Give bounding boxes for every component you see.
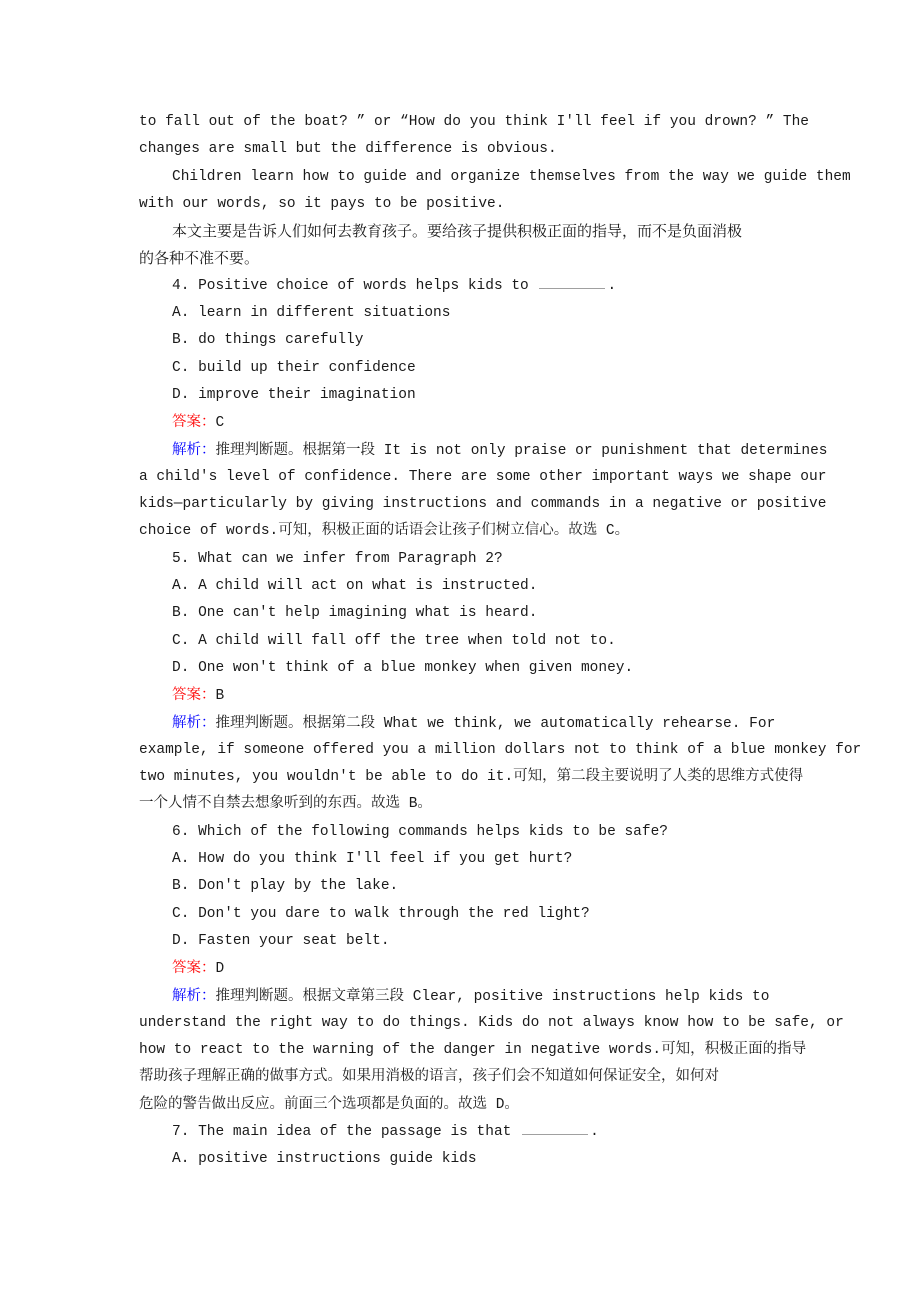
analysis-line: how to react to the warning of the danger in negative words.可知，积极正面的指导 <box>139 1042 807 1059</box>
answer-value: C <box>215 415 225 432</box>
question-4-answer <box>139 409 819 436</box>
passage-line: to fall out of the boat? ” or “How do you think I'll feel if you drown? ” The <box>139 114 810 130</box>
analysis-text: 推理判断题。根据文章第三段 Clear, positive instructions help kids to <box>215 988 770 1005</box>
analysis-line: kids—particularly by giving instructions and commands in a negative or positive <box>139 496 827 513</box>
question-5-option-a: A. A child will act on what is instructed. <box>172 578 538 595</box>
question-6-analysis <box>139 983 819 1010</box>
question-4-stem <box>139 273 819 300</box>
question-5-analysis <box>139 710 819 737</box>
question-5-option-b: B. One can't help imagining what is heard. <box>172 605 538 622</box>
question-6-option-b: B. Don't play by the lake. <box>172 878 399 895</box>
document-page <box>139 109 862 1174</box>
answer-value: B <box>215 688 225 705</box>
analysis-line: 一个人情不自禁去想象听到的东西。故选 B。 <box>139 796 432 813</box>
passage-line: with our words, so it pays to be positive. <box>139 195 505 212</box>
question-5-answer <box>139 682 819 709</box>
analysis-text: 推理判断题。根据第二段 What we think, we automatically rehearse. For <box>215 715 776 732</box>
question-7-option-a: A. positive instructions guide kids <box>172 1151 477 1168</box>
question-stem-text: 7. The main idea of the passage is that <box>172 1123 521 1140</box>
question-5-option-d: D. One won't think of a blue monkey when given money. <box>172 659 634 676</box>
question-stem-end: . <box>590 1123 599 1140</box>
analysis-line: a child's level of confidence. There are some other important ways we shape our <box>139 468 827 485</box>
question-4-analysis <box>139 437 828 464</box>
question-stem-text: 4. Positive choice of words helps kids to <box>172 277 538 294</box>
answer-label: 答案： <box>172 414 216 431</box>
answer-blank <box>522 1120 588 1135</box>
answer-value: D <box>215 961 225 978</box>
answer-label: 答案： <box>172 960 216 977</box>
analysis-line: 帮助孩子理解正确的做事方式。如果用消极的语言，孩子们会不知道如何保证安全，如何对 <box>139 1069 719 1086</box>
passage-line: changes are small but the difference is obvious. <box>139 141 557 158</box>
analysis-line: two minutes, you wouldn't be able to do it.可知，第二段主要说明了人类的思维方式使得 <box>139 769 804 786</box>
question-5-stem: 5. What can we infer from Paragraph 2? <box>172 550 503 567</box>
question-6-option-a: A. How do you think I'll feel if you get hurt? <box>172 851 573 868</box>
answer-label: 答案： <box>172 687 216 704</box>
question-6-stem: 6. Which of the following commands helps kids to be safe? <box>172 823 668 840</box>
analysis-label: 解析： <box>172 441 216 458</box>
passage-paragraph: Children learn how to guide and organize themselves from the way we guide them <box>172 168 851 185</box>
question-5-option-c: C. A child will fall off the tree when told not to. <box>172 632 616 649</box>
question-4-option-a: A. learn in different situations <box>172 305 451 322</box>
analysis-line: 危险的警告做出反应。前面三个选项都是负面的。故选 D。 <box>139 1096 519 1113</box>
question-stem-end: . <box>607 277 617 294</box>
answer-blank <box>539 274 605 289</box>
analysis-line: example, if someone offered you a million dollars not to think of a blue monkey for <box>139 741 862 758</box>
analysis-label: 解析： <box>172 714 216 731</box>
summary-line: 的各种不准不要。 <box>139 249 260 268</box>
analysis-text: 推理判断题。根据第一段 It is not only praise or punishment that determines <box>215 442 828 459</box>
question-4-option-c: C. build up their confidence <box>172 359 416 376</box>
question-4-option-d: D. improve their imagination <box>172 386 416 403</box>
analysis-label: 解析： <box>172 987 216 1004</box>
question-7-stem <box>139 1119 819 1146</box>
question-6-option-c: C. Don't you dare to walk through the red light? <box>172 905 590 922</box>
question-6-option-d: D. Fasten your seat belt. <box>172 932 390 949</box>
analysis-line: understand the right way to do things. Kids do not always know how to be safe, or <box>139 1014 844 1031</box>
analysis-line: choice of words.可知，积极正面的话语会让孩子们树立信心。故选 C。 <box>139 523 630 540</box>
question-6-answer <box>139 955 819 982</box>
question-4-option-b: B. do things carefully <box>172 332 364 349</box>
summary-line: 本文主要是告诉人们如何去教育孩子。要给孩子提供积极正面的指导，而不是负面消极 <box>172 222 743 241</box>
